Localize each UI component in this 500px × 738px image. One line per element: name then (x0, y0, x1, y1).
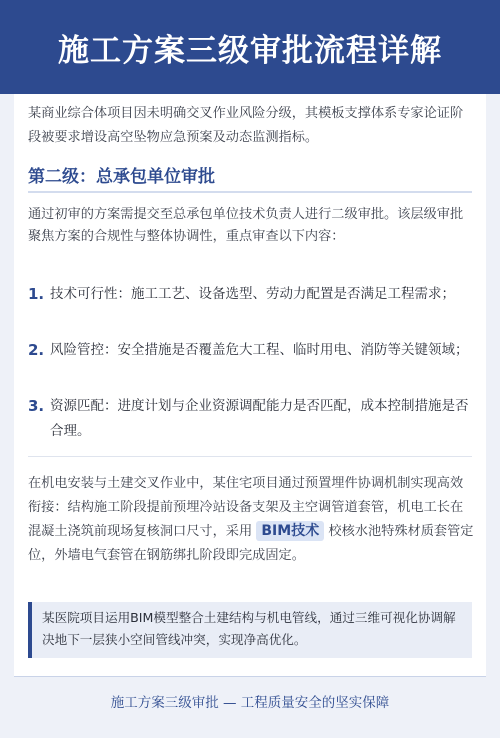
list-item (28, 338, 474, 363)
footer (14, 676, 486, 725)
case-text-before: 在机电安装与土建交叉作业中，某住宅项目通过预置埋件协调机制实现高效衔接：结构施工阶段提前预埋冷站设备支架及主空调管道套管，机电工长在混凝土浇筑前现场复核洞口尺寸，采用 (28, 476, 464, 539)
case-paragraph (28, 472, 474, 568)
list-number: 2. (28, 341, 45, 359)
content-card (14, 94, 486, 676)
list-number: 1. (28, 285, 45, 303)
list-item (28, 394, 474, 444)
list-item (28, 282, 474, 307)
list-number: 3. (28, 397, 45, 415)
case-text-after: 校核水池特殊材质套管定位，外墙电气套管在钢筋绑扎阶段即完成固定。 (28, 524, 474, 563)
callout-box: 某医院项目运用BIM模型整合土建结构与机电管线，通过三维可视化协调解决地下一层狭小空间管线冲突，实现净高优化。 (28, 602, 472, 658)
section-title: 第二级：总承包单位审批 (28, 167, 215, 187)
page-title: 施工方案三级审批流程详解 (58, 32, 442, 69)
section-divider (28, 191, 472, 193)
section-lead: 通过初审的方案需提交至总承包单位技术负责人进行二级审批。该层级审批聚焦方案的合规性与整体协调性，重点审查以下内容： (28, 207, 464, 244)
list-text: 风险管控：安全措施是否覆盖危大工程、临时用电、消防等关键领域； (50, 342, 469, 358)
list-text: 资源匹配：进度计划与企业资源调配能力是否匹配，成本控制措施是否合理。 (50, 398, 469, 439)
footer-text: 施工方案三级审批 — 工程质量安全的坚实保障 (110, 695, 390, 711)
intro-paragraph: 某商业综合体项目因未明确交叉作业风险分级，其模板支撑体系专家论证阶段被要求增设高空坠物应急预案及动态监测指标。 (28, 106, 464, 145)
list-divider (28, 456, 472, 457)
list-text: 技术可行性：施工工艺、设备选型、劳动力配置是否满足工程需求； (50, 286, 455, 302)
bim-badge: BIM技术 (256, 521, 324, 541)
header-banner (0, 0, 500, 94)
